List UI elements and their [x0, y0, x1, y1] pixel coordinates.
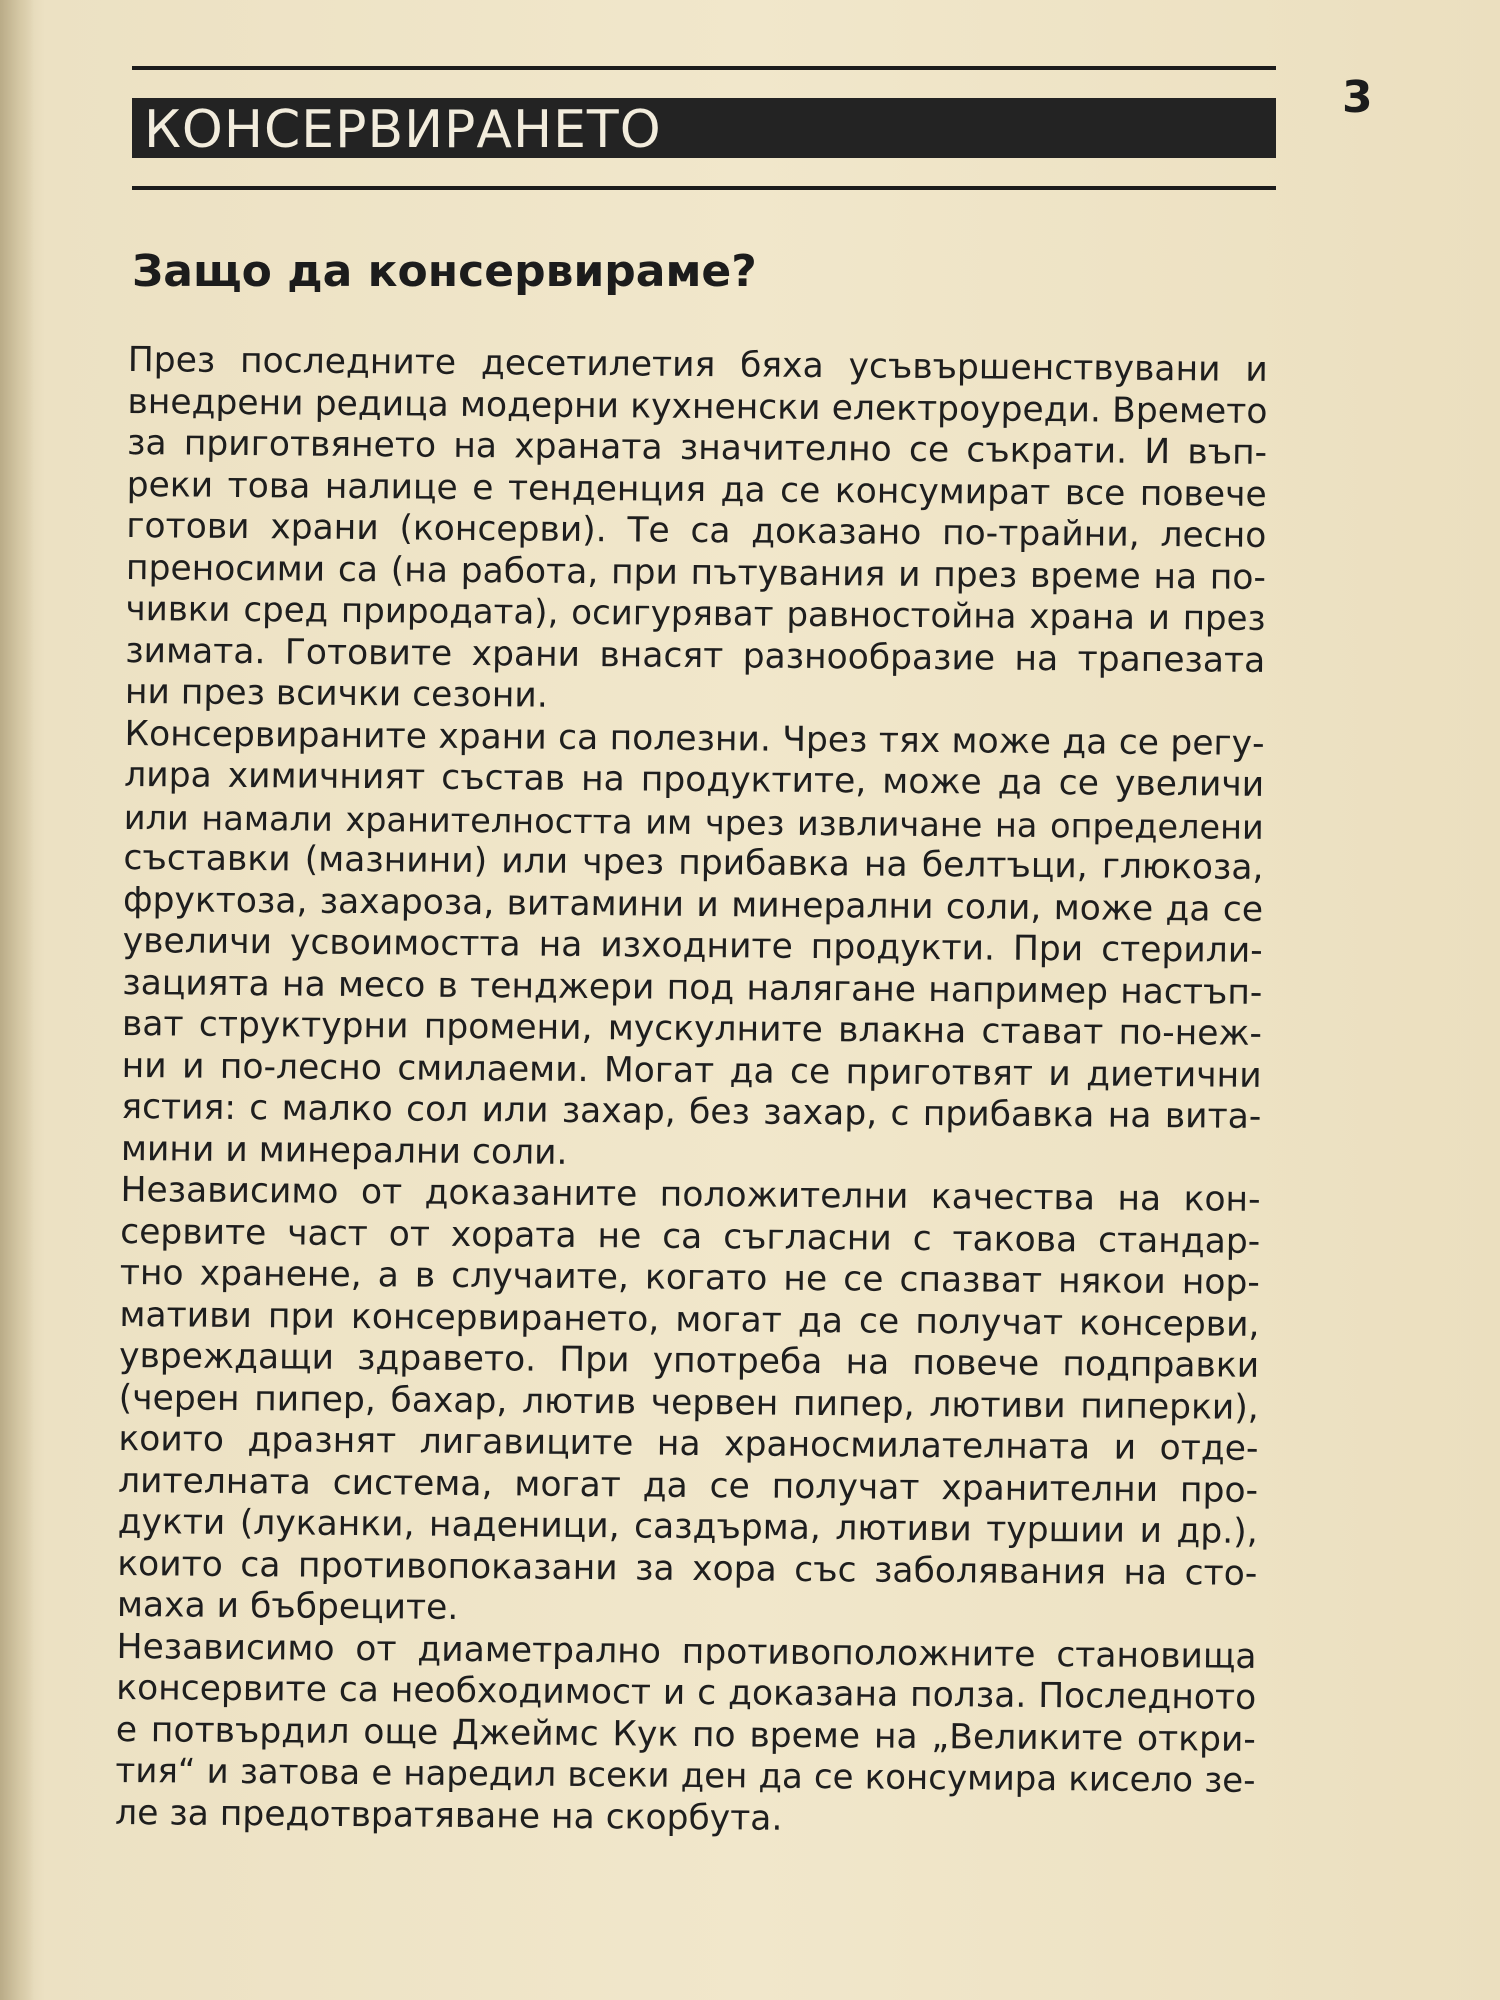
- text-line: (черен пипер, бахар, лютив червен пипер, лютиви пиперки),: [118, 1377, 1259, 1428]
- text-line: Консервираните храни са полезни. Чрез тях може да се регу-: [124, 713, 1265, 764]
- text-line: През последните десетилетия бяха усъвършенствувани и: [127, 340, 1268, 390]
- body-text: [115, 340, 1268, 1844]
- text-line: сервите част от хората не са съгласни с такова стандар-: [120, 1211, 1261, 1262]
- text-line: ле за предотвратяване на скорбута.: [114, 1792, 783, 1839]
- text-line: фруктоза, захароза, витамини и минерални соли, може да се: [122, 879, 1264, 930]
- text-line: Независимо от доказаните положителни качества на кон-: [120, 1169, 1261, 1220]
- text-line: зацията на месо в тенджери под налягане например настъп-: [122, 962, 1263, 1013]
- header-bottom-rule: [132, 186, 1276, 190]
- text-line: чивки сред природата), осигуряват равностойна храна и през: [125, 588, 1266, 639]
- text-line: дукти (луканки, наденици, саздърма, лютиви туршии и др.),: [117, 1501, 1258, 1552]
- text-line: съставки (мазнини) или чрез прибавка на белтъци, глюкоза,: [123, 837, 1264, 888]
- text-line: или намали хранителността им чрез извличане на определени: [123, 797, 1264, 847]
- text-line: ват структурни промени, мускулните влакна стават по-неж-: [121, 1003, 1263, 1054]
- text-line: Независимо от диаметрално противоположните становища: [116, 1626, 1257, 1677]
- text-line: тия“ и затова е наредил всеки ден да се консумира кисело зе-: [115, 1750, 1256, 1801]
- text-line: ни през всички сезони.: [124, 671, 548, 716]
- text-line: мини и минерални соли.: [120, 1128, 568, 1173]
- text-line: внедрени редица модерни кухненски електроуреди. Времето: [127, 381, 1268, 432]
- text-line: преносими са (на работа, при пътувания и през време на по-: [125, 547, 1267, 598]
- text-line: зимата. Готовите храни внасят разнообразие на трапезата: [125, 630, 1266, 681]
- chapter-title: КОНСЕРВИРАНЕТО: [144, 100, 662, 160]
- text-line: ястия: с малко сол или захар, без захар, с прибавка на вита-: [121, 1086, 1262, 1137]
- text-line: готови храни (консерви). Те са доказано по-трайни, лесно: [126, 505, 1267, 556]
- text-line: които са противопоказани за хора със заболявания на сто-: [117, 1543, 1258, 1594]
- text-line: увреждащи здравето. При употреба на повече подправки: [118, 1335, 1260, 1386]
- text-line: ни и по-лесно смилаеми. Могат да се приготвят и диетични: [121, 1045, 1262, 1096]
- text-line: лира химичният състав на продуктите, може да се увеличи: [124, 754, 1265, 805]
- text-line: лителната система, могат да се получат хранителни про-: [117, 1460, 1259, 1511]
- text-line: които дразнят лигавиците на храносмилателната и отде-: [118, 1418, 1259, 1469]
- book-spine-shadow: [0, 0, 34, 2000]
- text-line: консервите са необходимост и с доказана полза. Последното: [116, 1667, 1257, 1718]
- text-line: мативи при консервирането, могат да се получат консерви,: [119, 1294, 1260, 1345]
- page-number: 3: [1342, 72, 1373, 123]
- chapter-title-bar: [132, 98, 1276, 158]
- section-heading: Защо да консервираме?: [132, 246, 757, 297]
- text-line: маха и бъбреците.: [116, 1584, 459, 1628]
- text-line: тно хранене, а в случаите, когато не се спазват някои нор-: [119, 1252, 1260, 1303]
- text-line: реки това налице е тенденция да се консумират все повече: [126, 464, 1267, 515]
- chapter-header: [132, 62, 1276, 192]
- header-top-rule: [132, 66, 1276, 70]
- text-line: е потвърдил още Джеймс Кук по време на „Великите откри-: [115, 1709, 1257, 1760]
- text-line: увеличи усвоимостта на изходните продукти. При стерили-: [122, 920, 1263, 971]
- text-line: за приготвянето на храната значително се съкрати. И въп-: [126, 422, 1268, 473]
